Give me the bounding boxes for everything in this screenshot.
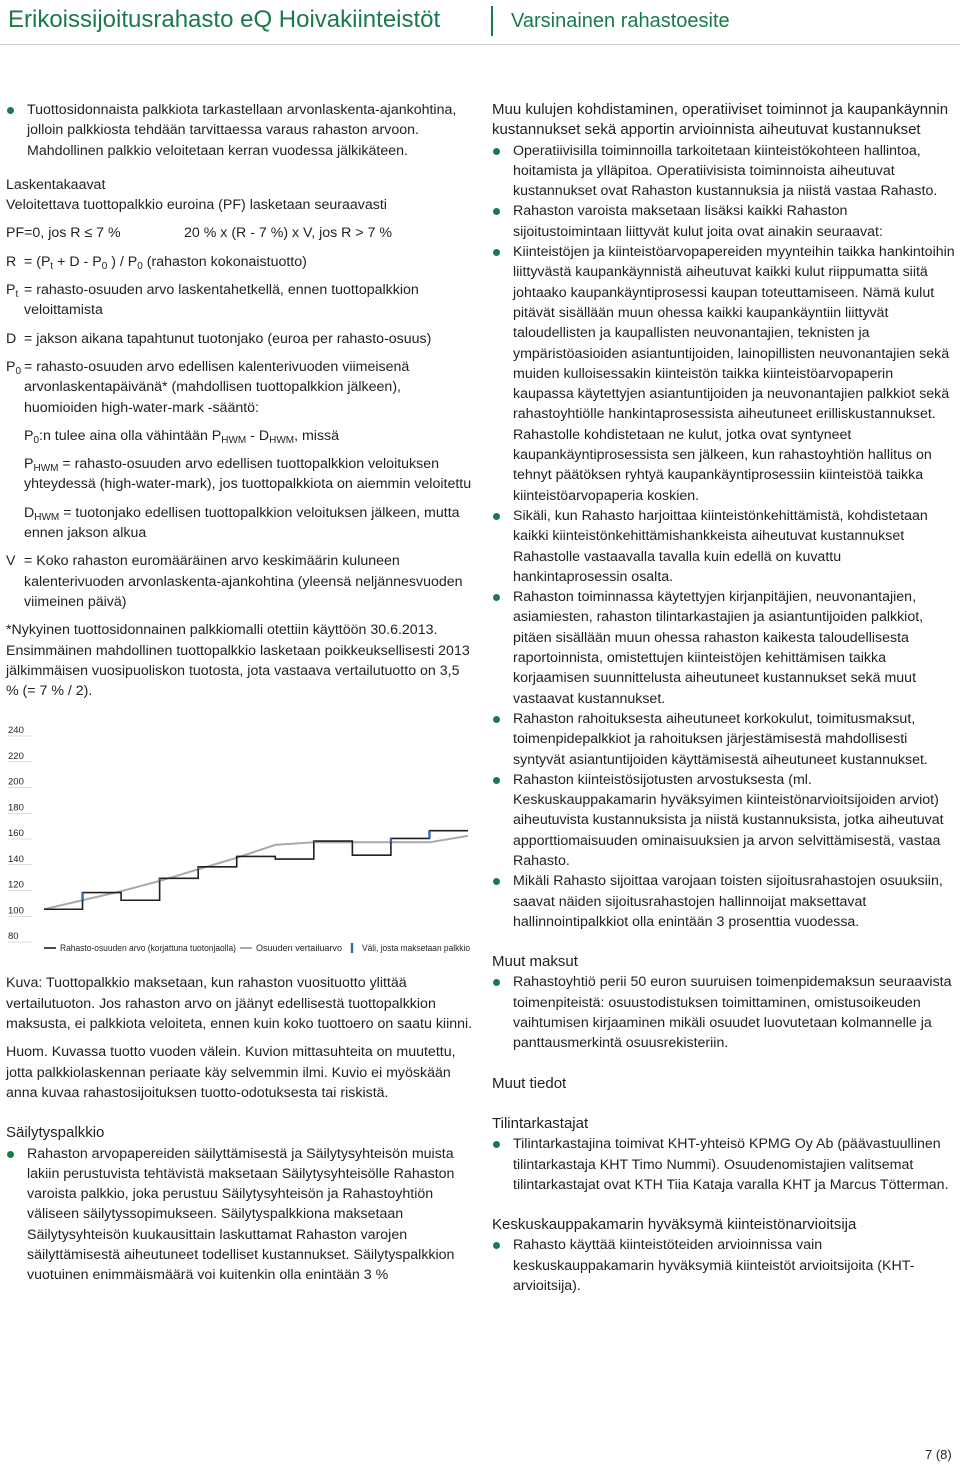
- dhwm-definition: $D_{HWM}$ = tuotonjako edellisen tuottopalkkion veloituksen jälkeen, mutta ennen jakson alkua: [24, 504, 460, 542]
- left-column: [6, 100, 476, 1286]
- y-tick-label: 240: [8, 725, 24, 737]
- auditor-heading: Tilintarkastajat: [492, 1114, 589, 1132]
- fee-chart-svg: [6, 721, 476, 959]
- phwm-description: = rahasto-osuuden arvo edellisen tuottopalkkion veloituksen yhteydessä (high-water-mark), jos tuottopalkkiota on aiemmin veloitettu: [24, 456, 472, 493]
- right-column: [492, 100, 956, 1296]
- cost-list: [492, 141, 956, 933]
- pt-description: = rahasto-osuuden arvo laskentahetkellä, ennen tuottopalkkion veloittamista: [24, 282, 419, 319]
- list-item: Rahasto käyttää kiinteistöteiden arvioinnissa vain keskuskauppakamarin hyväksymiä kiinteistöt arvioitsijoita (KHT-arvioitsija).: [492, 1235, 956, 1296]
- benchmark-series-line: [44, 836, 468, 909]
- y-tick-label: 140: [8, 854, 24, 866]
- cost-heading: Muu kulujen kohdistaminen, operatiiviset toiminnot ja kaupankäynnin kustannukset sekä apportin arvioinnista aiheutuvat kustannukset: [492, 101, 949, 139]
- pt-definition: $P_t$ = rahasto-osuuden arvo laskentahetkellä, ennen tuottopalkkion veloittamista: [6, 280, 476, 321]
- legend-label: Osuuden vertailuarvo: [256, 943, 342, 954]
- p0-definition: $P_0$ = rahasto-osuuden arvo edellisen kalenterivuoden viimeisenä arvonlaskentapäivänä* (mahdollisen tuottopalkkion jälkeen), huomioiden high-water-mark -sääntö:: [6, 357, 476, 418]
- d-description: = jakson aikana tapahtunut tuotonjako (euroa per rahasto-osuus): [24, 330, 432, 347]
- r-formula: R = ($P_t + D - P_0$ ) / $P_0$ (rahaston kokonaistuotto): [6, 253, 307, 272]
- y-tick-label: 180: [8, 802, 24, 814]
- pf-condition-positive: 20 % x (R - 7 %) x V, jos R > 7 %: [184, 225, 393, 242]
- valuer-heading: Keskuskauppakamarin hyväksymä kiinteistönarvioitsija: [492, 1216, 857, 1234]
- other-fees-list: [492, 972, 956, 1053]
- header-divider: [491, 6, 493, 36]
- calc-intro: Veloitettava tuottopalkkio euroina (PF) lasketaan seuraavasti: [6, 197, 387, 214]
- header-rule: [0, 44, 960, 45]
- list-item: Rahaston arvopapereiden säilyttämisestä ja Säilytysyhteisön muista lakiin perustuvista tehtävistä maksetaan Säilytysyhteisölle Rahaston varoista palkkio, joka perustuu Säilytysyhteisön ja Rahastoyhtiön väliseen säilytyssopimukseen. Säilytyspalkkiona maksetaan Säilytysyhteisön kuukausittain laskuttamat Rahaston varojen säilyttämisestä aiheutuneet todelliset kustannukset. Säilytyspalkkion vuotuinen enimmäismäärä voi kuitenkin olla enintään 3 %: [6, 1144, 476, 1286]
- pf-condition-zero: PF=0, jos R ≤ 7 %: [6, 225, 121, 242]
- y-tick-label: 100: [8, 905, 24, 917]
- other-info-heading: Muut tiedot: [492, 1074, 567, 1092]
- list-item: Tilintarkastajina toimivat KHT-yhteisö KPMG Oy Ab (päävastuullinen tilintarkastaja KHT Timo Nummi). Osuudenomistajien valitsemat tilintarkastajat ovat KTH Tiia Kataja varalla KHT ja Marcus Tötterman.: [492, 1134, 956, 1195]
- p0-description: = rahasto-osuuden arvo edellisen kalenterivuoden viimeisenä arvonlaskentapäivänä* (mahdollisen tuottopalkkion jälkeen), huomioiden high-water-mark -sääntö:: [24, 358, 410, 416]
- y-tick-label: 120: [8, 879, 24, 891]
- other-fees-heading: Muut maksut: [492, 953, 578, 971]
- calc-heading: Laskentakaavat: [6, 176, 106, 193]
- dhwm-description: = tuotonjako edellisen tuottopalkkion veloituksen jälkeen, mutta ennen jakson alkua: [24, 504, 460, 542]
- fee-chart: [6, 721, 476, 959]
- phwm-definition: $P_{HWM}$ = rahasto-osuuden arvo edellisen tuottopalkkion veloituksen yhteydessä (high-water-mark), jos tuottopalkkiota on aiemmin veloitettu: [24, 456, 472, 493]
- list-item: Rahaston rahoituksesta aiheutuneet korkokulut, toimitusmaksut, toimenpidepalkkiot ja rahoituksen järjestämisestä mahdollisesti syntyvät asiantuntijoiden käyttämisestä aiheutuneet kustannukset.: [492, 709, 956, 770]
- p0-rule: $P_0:n$ tulee aina olla vähintään $P_{HWM} - D_{HWM}$, missä: [24, 427, 340, 446]
- v-definition: V = Koko rahaston euromääräinen arvo keskimäärin kuluneen kalenterivuoden arvonlaskenta-ajankohtina (yleensä neljännesvuoden viimeinen päivä): [6, 551, 476, 612]
- document-title: Erikoissijoitusrahasto eQ Hoivakiinteistöt: [8, 6, 441, 33]
- y-tick-label: 220: [8, 751, 24, 763]
- r-description: (rahaston kokonaistuotto): [146, 253, 307, 270]
- valuer-list: [492, 1235, 956, 1296]
- chart-note: Huom. Kuvassa tuotto vuoden välein. Kuvion mittasuhteita on muutettu, jotta palkkiolaskennan periaate käy selvemmin ilmi. Kuvio ei myöskään anna kuvaa rahastosijoituksen tuotto-odotuksesta tai riskistä.: [6, 1044, 456, 1101]
- chart-caption: Kuva: Tuottopalkkio maksetaan, kun rahaston vuosituotto ylittää vertailutuoton. Jos rahaston arvo on jäänyt edellisestä tuottopalkkion maksusta, ei palkkiota veloiteta, ennen kuin koko tuottoero on saatu kiinni.: [6, 975, 473, 1033]
- d-definition: D = jakson aikana tapahtunut tuotonjako (euroa per rahasto-osuus): [6, 329, 476, 349]
- legend-label: Väli, josta maksetaan palkkio: [362, 943, 470, 954]
- list-item: Sikäli, kun Rahasto harjoittaa kiinteistönkehittämistä, kohdistetaan kaikki kiinteistönkehittämishankkeista aiheutuvat kustannukset Rahastolle vastaavalla tavalla kuin edellä on kuvattu hankintaprosessin osalta.: [492, 506, 956, 587]
- custody-list: [6, 1144, 476, 1286]
- list-item: Mikäli Rahasto sijoittaa varojaan toisten sijoitusrahastojen osuuksiin, saavat näiden sijoitusrahastojen hallinnoijat maksettavat hallinnointipalkkiot olla enintään 3 prosenttia vuodessa.: [492, 871, 956, 932]
- list-item: Rahaston varoista maksetaan lisäksi kaikki Rahaston sijoitustoimintaan liittyvät kulut joita ovat ainakin seuraavat:: [492, 201, 956, 242]
- document-subtitle: Varsinainen rahastoesite: [511, 10, 730, 32]
- legend-label: Rahasto-osuuden arvo (korjattuna tuotonjaolla): [60, 943, 236, 954]
- list-item: Rahastoyhtiö perii 50 euron suuruisen toimenpidemaksun seuraavista toimenpiteistä: osuustodistuksen toimittaminen, omistusoikeuden vaihtumisen kirjaaminen mikäli osuudet luovutetaan kolmannelle ja panttausmerkintä osuusrekisteriin.: [492, 972, 956, 1053]
- page-header: [0, 0, 960, 44]
- v-description: = Koko rahaston euromääräinen arvo keskimäärin kuluneen kalenterivuoden arvonlaskenta-ajankohtina (yleensä neljännesvuoden viimeinen päivä): [24, 553, 463, 610]
- list-item: Tuottosidonnaista palkkiota tarkastellaan arvonlaskenta-ajankohtina, jolloin palkkiosta tehdään tarvittaessa varaus rahaston arvoon. Mahdollinen palkkio veloitetaan kerran vuodessa jälkikäteen.: [6, 100, 476, 161]
- y-tick-label: 200: [8, 776, 24, 788]
- custody-heading: Säilytyspalkkio: [6, 1124, 105, 1142]
- auditor-list: [492, 1134, 956, 1195]
- list-item: Rahaston toiminnassa käytettyjen kirjanpitäjien, neuvonantajien, asiamiesten, rahaston tilintarkastajien ja asiantuntijoiden palkkiot, pitäen sisällään muun ohessa rahaston kaikesta taloudellisesta raportoinnista, omistettujen kiinteistöjen kehittämisen taikka korjaamisen suunnittelusta aiheutuneet kustannukset sekä muut vastaavat kustannukset.: [492, 587, 956, 709]
- pf-formula: [6, 223, 476, 243]
- y-tick-label: 160: [8, 828, 24, 840]
- list-item: Rahaston kiinteistösijotusten arvostuksesta (ml. Keskuskauppakamarin hyväksyimen kiinteistönarvioitsijoiden arviot) aiheutuvista kustannuksista ja niistä kustannuksista, jotka aiheutuvat apporttiomaisuuden ominaisuuksien ja arvon selvittämisestä, vastaa Rahasto.: [492, 770, 956, 871]
- y-tick-label: 80: [8, 931, 19, 943]
- list-item: Kiinteistöjen ja kiinteistöarvopapereiden myynteihin taikka hankintoihin liittyvästä kaupankäynnistä aiheutuvat kaikki kulut riippumatta siitä johtaako kaupankäyntiprosessi kaupan toteuttamiseen. Nämä kulut pitävät sisällään muun ohessa kaikki kaupankäyntiin liittyvät taloudellisten ja kaupallisten neuvonantajien, teknisten ja ympäristöasioiden asiantuntijoiden, lainopillisten neuvonantajien sekä muiden kulloisessakin kiinteistön taikka kiinteistöarvopaperin kaupassa käytettyjen asiantuntijoiden ja neuvonantajien palkkiot sekä rahastoyhtiölle hankintaprosessista aiheutuneet erilliskustannukset. Rahastolle kohdistetaan ne kulut, jotka ovat syntyneet kaupankäyntiprosessista sen jälkeen, kun rahastoyhtiön hallitus on tehnyt päätöksen ryhtyä kaupankäyntiprosessiin kiinteistöä taikka kiinteistöarvopaperia koskien.: [492, 242, 956, 506]
- list-item: Operatiivisilla toiminnoilla tarkoitetaan kiinteistökohteen hallintoa, hoitamista ja ylläpitoa. Operatiivisista toiminnoista aiheutuvat kustannukset ovat Rahaston kustannuksia ja niistä vastaa Rahasto.: [492, 141, 956, 202]
- footnote: *Nykyinen tuottosidonnainen palkkiomalli otettiin käyttöön 30.6.2013. Ensimmäinen mahdollinen tuottopalkkio lasketaan poikkeuksellisesti 2013 jälkimmäisen vuosipuoliskon tuotosta, jota vastaava vertailutuotto on 3,5 % (= 7 % / 2).: [6, 622, 470, 700]
- page-number: 7 (8): [925, 1447, 952, 1462]
- intro-list: [6, 100, 476, 161]
